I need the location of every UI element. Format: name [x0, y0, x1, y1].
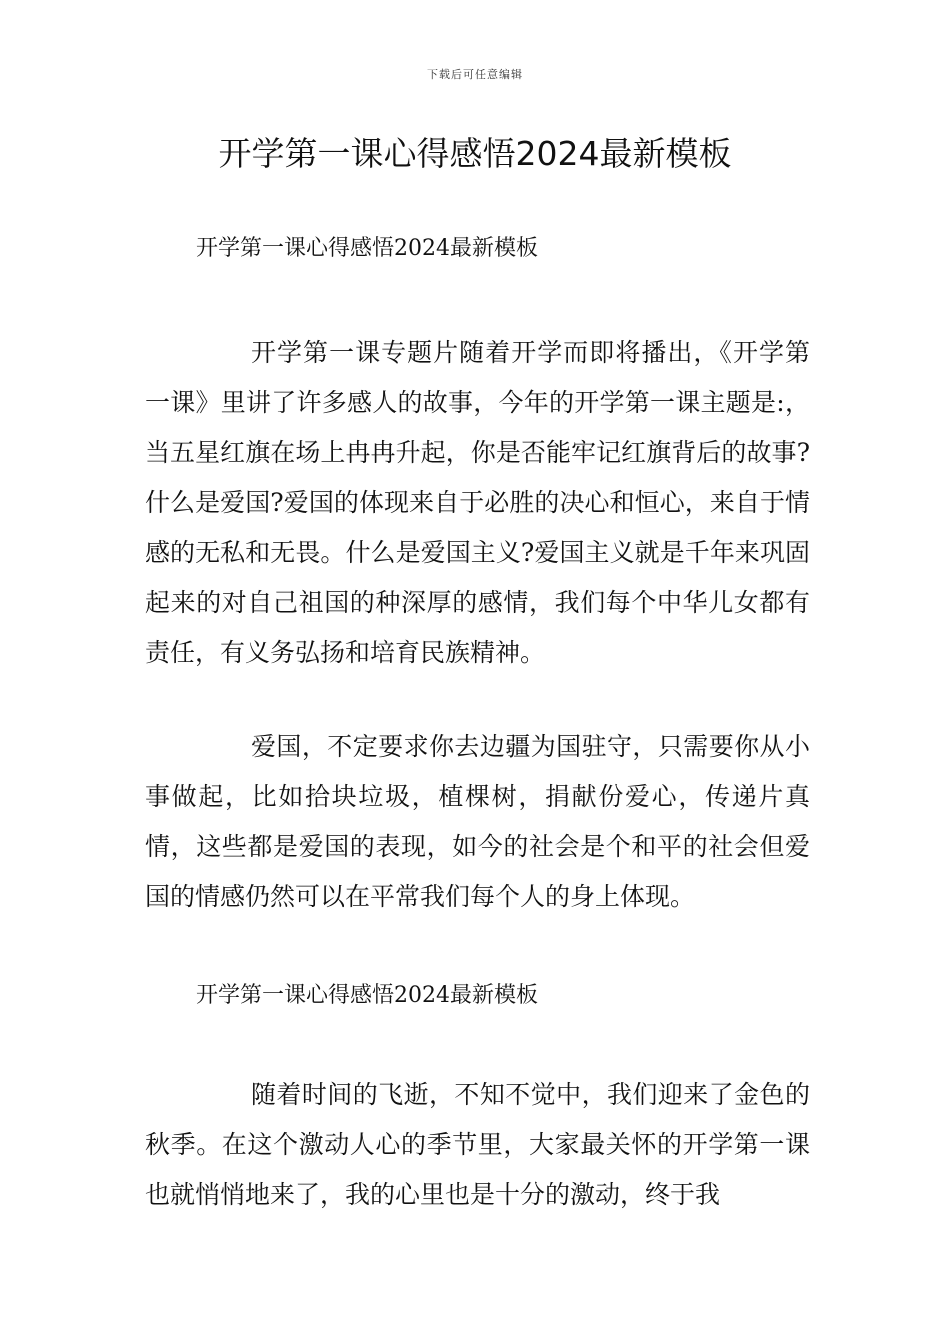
paragraph: 开学第一课专题片随着开学而即将播出，《开学第一课》里讲了许多感人的故事，今年的开学第一课主题是:，当五星红旗在场上冉冉升起，你是否能牢记红旗背后的故事?什么是爱国?爱国的体现来自于必胜的决心和恒心，来自于情感的无私和无畏。什么是爱国主义?爱国主义就是千年来巩固起来的对自己祖国的种深厚的感情，我们每个中华儿女都有责任，有义务弘扬和培育民族精神。 [145, 338, 810, 667]
paragraph: 随着时间的飞逝，不知不觉中，我们迎来了金色的秋季。在这个激动人心的季节里，大家最关怀的开学第一课也就悄悄地来了，我的心里也是十分的激动，终于我 [145, 1080, 810, 1209]
header-note: 下载后可任意编辑 [427, 68, 523, 81]
document-title: 开学第一课心得感悟2024最新模板 [218, 134, 732, 173]
paragraph: 爱国，不定要求你去边疆为国驻守，只需要你从小事做起，比如拾块垃圾，植棵树，捐献份爱心，传递片真情，这些都是爱国的表现，如今的社会是个和平的社会但爱国的情感仍然可以在平常我们每个人的身上体现。 [145, 732, 810, 911]
section-heading: 开学第一课心得感悟2024最新模板 [196, 236, 538, 261]
section-heading: 开学第一课心得感悟2024最新模板 [196, 983, 538, 1008]
